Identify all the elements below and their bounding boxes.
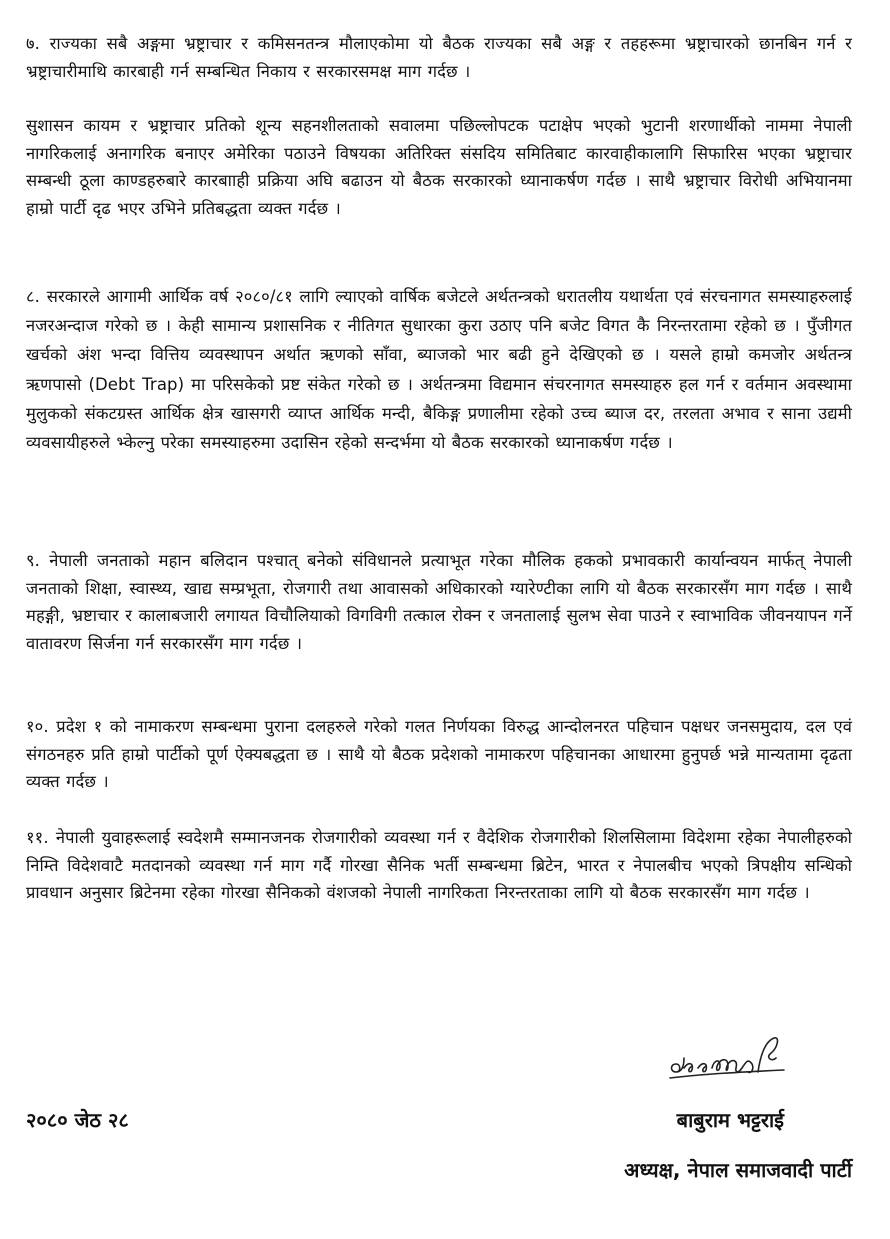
paragraph-point-9: ९. नेपाली जनताको महान बलिदान पश्चात् बनेको संविधानले प्रत्याभूत गरेका मौलिक हकको प्रभावकारी कार्यान्वयन मार्फत् नेपाली जनताको शिक्षा, स्वास्थ्य, खाद्य सम्प्रभूता, रोजगारी तथा आवासको अधिकारको ग्यारेण्टीका लागि यो बैठक सरकारसँग माग गर्दछ । साथै महङ्गी, भ्रष्टाचार र कालाबजारी लगायत विचौलियाको विगविगी तत्काल रोक्न र जनतालाई सुलभ सेवा पाउने र स्वाभाविक जीवनयापन गर्ने वातावरण सिर्जना गर्न सरकारसँग माग गर्दछ । — [26, 551, 852, 653]
paragraph-point-10: १०. प्रदेश १ को नामाकरण सम्बन्धमा पुराना दलहरुले गरेको गलत निर्णयका विरुद्ध आन्दोलनरत पहिचान पक्षधर जनसमुदाय, दल एवं संगठनहरु प्रति हाम्रो पार्टीको पूर्ण ऐक्यबद्धता छ । साथै यो बैठक प्रदेशको नामाकरण पहिचानका आधारमा हुनुपर्छ भन्ने मान्यतामा दृढता व्यक्त गर्दछ । — [26, 717, 852, 792]
paragraph-point-11: ११. नेपाली युवाहरूलाई स्वदेशमै सम्मानजनक रोजगारीको व्यवस्था गर्न र वैदेशिक रोजगारीको शिलसिलामा विदेशमा रहेका नेपालीहरुको निम्ति विदेशवाटै मतदानको व्यवस्था गर्न माग गर्दै गोरखा सैनिक भर्ती सम्बन्धमा ब्रिटेन, भारत र नेपालबीच भएको त्रिपक्षीय सन्धिको प्रावधान अनुसार ब्रिटेनमा रहेका गोरखा सैनिकको वंशजको नेपाली नागरिकता निरन्तरताका लागि यो बैठक सरकारसँग माग गर्दछ । — [26, 828, 852, 903]
handwritten-signature — [662, 1028, 792, 1090]
signer-title: अध्यक्ष, नेपाल समाजवादी पार्टी — [624, 1158, 852, 1182]
signer-name: बाबुराम भट्टराई — [676, 1108, 784, 1132]
document-date: २०८० जेठ २८ — [26, 1108, 129, 1132]
paragraph-good-governance: सुशासन कायम र भ्रष्ट्राचार प्रतिको शून्य सहनशीलताको सवालमा पछिल्लोपटक पटाक्षेप भएको भुटानी शरणार्थीको नाममा नेपाली नागरिकलाई अनागरिक बनाएर अमेरिका पठाउने विषयका अतिरिक्त संसदिय समितिबाट कारवाहीकालागि सिफारिस भएका भ्रष्ट्राचार सम्बन्धी ठूला काण्डहरुबारे कारबााही प्रक्रिया अघि बढाउन यो बैठक सरकारको ध्यानाकर्षण गर्दछ । साथै भ्रष्ट्राचार विरोधी अभियानमा हाम्रो पार्टी दृढ भएर उभिने प्रतिबद्धता व्यक्त गर्दछ । — [26, 116, 852, 218]
paragraph-point-7: ७. राज्यका सबै अङ्गमा भ्रष्ट्राचार र कमिसनतन्त्र मौलाएकोमा यो बैठक राज्यका सबै अङ्ग र तहहरूमा भ्रष्ट्राचारको छानबिन गर्न र भ्रष्ट्राचारीमाथि कारबाही गर्न सम्बन्धित निकाय र सरकारसमक्ष माग गर्दछ । — [26, 34, 852, 81]
paragraph-point-8: ८. सरकारले आगामी आर्थिक वर्ष २०८०/८१ लागि ल्याएको वार्षिक बजेटले अर्थतन्त्रको धरातलीय यथार्थता एवं संरचनागत समस्याहरुलाई नजरअन्दाज गरेको छ । केही सामान्य प्रशासनिक र नीतिगत सुधारका कुरा उठाए पनि बजेट विगत कै निरन्तरतामा रहेको छ । पुँजीगत खर्चको अंश भन्दा वित्तिय व्यवस्थापन अर्थात ऋणको साँवा, ब्याजको भार बढी हुने देखिएको छ । यसले हाम्रो कमजोर अर्थतन्त्र ऋणपासो (Debt Trap) मा परिसकेको प्रष्ट संकेत गरेको छ । अर्थतन्त्रमा विद्यमान संचरनागत समस्याहरु हल गर्न र वर्तमान अवस्थामा मुलुकको संकटग्रस्त आर्थिक क्षेत्र खासगरी व्याप्त आर्थिक मन्दी, बैकिङ्ग प्रणालीमा रहेको उच्च ब्याज दर, तरलता अभाव र साना उद्यमी व्यवसायीहरुले भ्केल्नु परेका समस्याहरुमा उदासिन रहेको सन्दर्भमा यो बैठक सरकारको ध्यानाकर्षण गर्दछ । — [26, 287, 852, 453]
